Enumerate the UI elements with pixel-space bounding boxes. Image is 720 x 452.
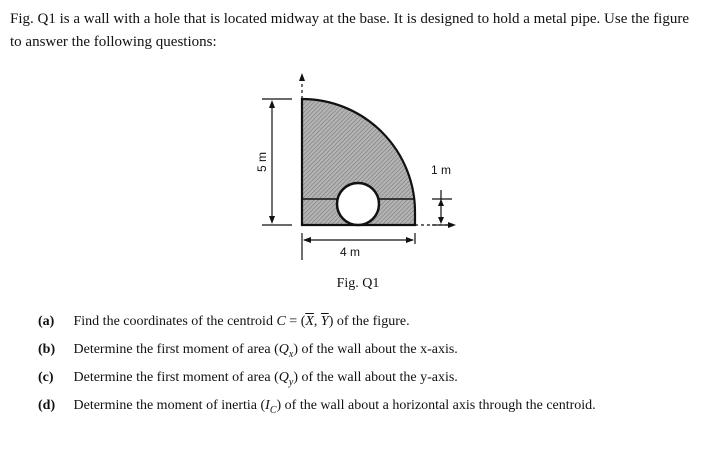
question-text-end: ) of the wall about the y-axis.	[293, 370, 458, 385]
question-a	[38, 312, 596, 340]
moment-subscript: x	[288, 348, 294, 360]
question-label: (d)	[38, 398, 56, 413]
y-bar-symbol: $\overline{Y}$	[320, 314, 329, 329]
question-text: Find the coordinates of the centroid	[73, 314, 277, 329]
y-axis-arrow	[299, 73, 305, 81]
question-text: Determine the first moment of area (	[73, 370, 279, 385]
question-c	[38, 368, 596, 396]
question-d	[38, 396, 596, 424]
height-dim-arrow-bottom	[269, 216, 275, 224]
centroid-symbol: C	[276, 314, 286, 329]
inertia-subscript: C	[269, 404, 277, 416]
intro-line-2: to answer the following questions:	[10, 34, 217, 50]
hole-dim-arrow-top	[438, 199, 444, 206]
equals-text: = (	[285, 314, 306, 329]
question-list	[38, 312, 596, 424]
figure-caption: Fig. Q1	[336, 276, 380, 291]
hole-label: 1 m	[430, 163, 452, 177]
x-bar-symbol: $\overline{X}$	[305, 314, 314, 329]
moment-subscript: y	[288, 376, 294, 388]
width-dim-arrow-left	[303, 237, 311, 243]
width-label: 4 m	[339, 245, 361, 259]
moment-symbol: Q	[278, 342, 289, 357]
question-text-end: ) of the wall about a horizontal axis through the centroid.	[276, 398, 596, 413]
inertia-symbol: I	[265, 398, 270, 413]
height-label: 5 m	[255, 151, 269, 173]
question-text-end: ) of the figure.	[328, 314, 410, 329]
comma-text: ,	[313, 314, 321, 329]
hole-circle	[337, 183, 379, 225]
moment-symbol: Q	[278, 370, 289, 385]
question-text-end: ) of the wall about the x-axis.	[293, 342, 458, 357]
question-text: Determine the moment of inertia (	[73, 398, 266, 413]
width-dim-arrow-right	[406, 237, 414, 243]
question-text: Determine the first moment of area (	[73, 342, 279, 357]
intro-line-1: Fig. Q1 is a wall with a hole that is located midway at the base. It is designed to hold a metal pipe. Use the figure	[10, 11, 690, 27]
hole-dim-arrow-bottom	[438, 217, 444, 224]
question-b	[38, 340, 596, 368]
height-dim-arrow-top	[269, 100, 275, 108]
question-label: (a)	[38, 314, 55, 329]
question-label: (c)	[38, 370, 54, 385]
question-label: (b)	[38, 342, 56, 357]
